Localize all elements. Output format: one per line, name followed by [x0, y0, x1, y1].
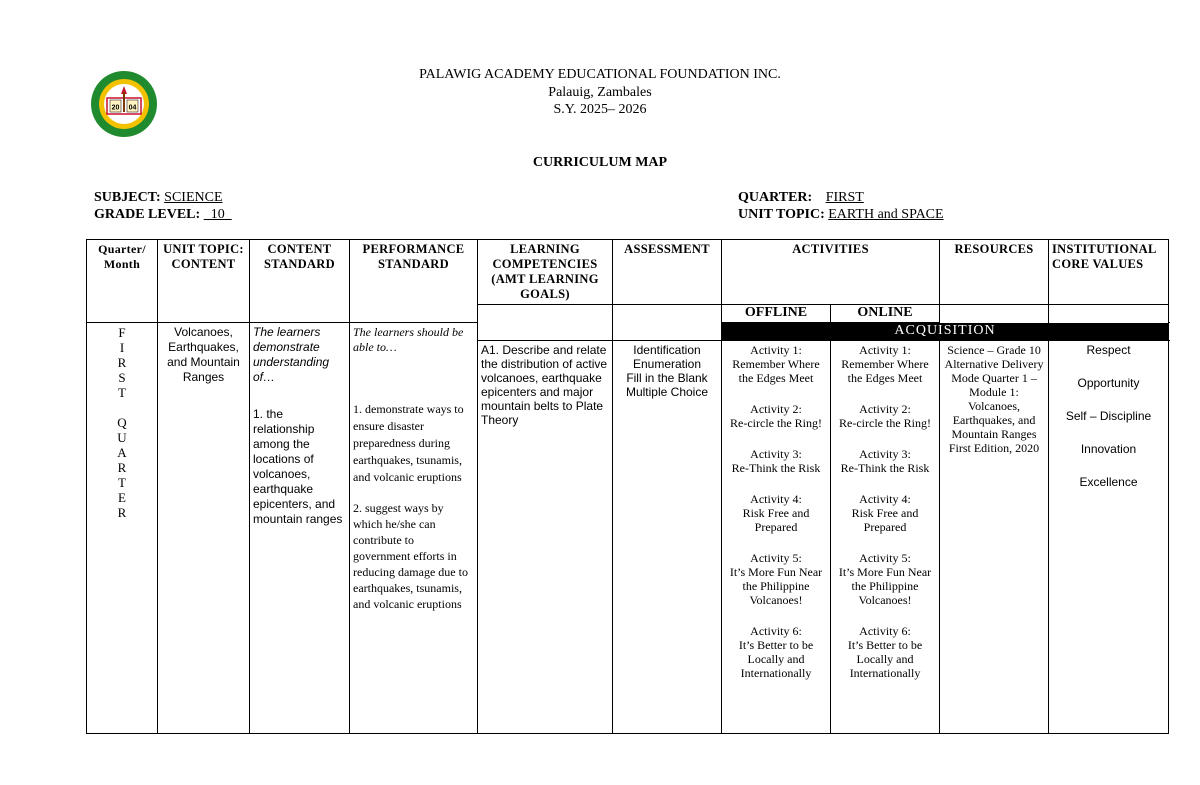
activity-title: Re-circle the Ring! [839, 416, 931, 430]
assessment-item: Enumeration [632, 357, 702, 371]
quarter-letter: A [117, 445, 127, 460]
quarter-value: FIRST [825, 190, 864, 205]
header-resources: RESOURCES [940, 240, 1049, 305]
offline-activity [725, 492, 827, 534]
quarter-letter: E [118, 490, 126, 505]
core-value: Opportunity [1077, 376, 1140, 390]
performance-intro: The learners should be able to… [353, 325, 464, 354]
logo-year-left: 20 [111, 104, 120, 112]
quarter-letter: R [117, 355, 127, 370]
quarter-letter: U [117, 430, 127, 445]
activity-title: Re-Think the Risk [731, 461, 821, 475]
activity-label: Activity 4: [750, 492, 802, 506]
quarter-letter: R [117, 460, 127, 475]
curriculum-map-table [86, 239, 1169, 734]
online-label: ONLINE [831, 305, 940, 323]
unit-topic-content: Volcanoes, Earthquakes, and Mountain Ranges [158, 323, 250, 734]
assessment-item: Fill in the Blank [626, 371, 708, 385]
assessment-item: Identification [633, 343, 701, 357]
activity-label: Activity 5: [750, 551, 802, 565]
assessment-blank [613, 305, 722, 341]
quarter-letter: I [119, 340, 125, 355]
activity-title: It’s Better to be Locally and Internationally [738, 638, 814, 680]
activity-label: Activity 3: [750, 447, 802, 461]
activity-title: Re-circle the Ring! [730, 416, 822, 430]
activity-title: It’s Better to be Locally and Internationally [847, 638, 923, 680]
offline-activity [725, 624, 827, 680]
core-values-cell [1049, 341, 1169, 734]
activity-label: Activity 3: [859, 447, 911, 461]
activity-title: Remember Where the Edges Meet [841, 357, 929, 385]
header-content-standard: CONTENT STANDARD [250, 240, 350, 323]
activity-label: Activity 1: [750, 343, 802, 357]
quarter-vertical-cell [87, 323, 158, 734]
assessment-cell [613, 341, 722, 734]
header-unit-topic: UNIT TOPIC: CONTENT [158, 240, 250, 323]
online-activities-cell [831, 341, 940, 734]
grade-label: GRADE LEVEL: [94, 207, 201, 222]
offline-activity [725, 402, 827, 430]
header-performance-standard: PERFORMANCE STANDARD [350, 240, 478, 323]
header-row [87, 240, 1169, 305]
document-title: CURRICULUM MAP [532, 155, 668, 170]
header-learning-competencies: LEARNING COMPETENCIES (AMT LEARNING GOALS) [478, 240, 613, 305]
activity-title: It’s More Fun Near the Philippine Volcanoes! [838, 565, 932, 607]
header-quarter: Quarter/ Month [87, 240, 158, 323]
activity-title: Risk Free and Prepared [851, 506, 919, 534]
grade-value: 10 [203, 207, 232, 222]
performance-item-1: 1. demonstrate ways to ensure disaster preparedness during earthquakes, tsunamis, and volcanic eruptions [353, 402, 464, 484]
core-value: Excellence [1079, 475, 1138, 489]
offline-activity [725, 447, 827, 475]
offline-activities-cell [722, 341, 831, 734]
online-activity [834, 624, 936, 680]
unit-label: UNIT TOPIC: [738, 207, 825, 222]
content-standard-cell [250, 323, 350, 734]
logo-year-right: 04 [128, 104, 137, 112]
activity-title: Risk Free and Prepared [742, 506, 810, 534]
school-location: Palauig, Zambales [548, 85, 652, 100]
quarter-letter: Q [117, 415, 127, 430]
quarter-letter: F [118, 325, 126, 340]
quarter-line [738, 189, 864, 207]
online-activity [834, 492, 936, 534]
online-activity [834, 402, 936, 430]
performance-item-2: 2. suggest ways by which he/she can contribute to government efforts in reducing damage due to earthquakes, tsunamis, and volcanic eruptions [353, 501, 468, 611]
activity-label: Activity 2: [859, 402, 911, 416]
header-activities: ACTIVITIES [722, 240, 940, 305]
activity-title: Remember Where the Edges Meet [732, 357, 820, 385]
online-activity [834, 551, 936, 607]
core-value: Innovation [1080, 442, 1137, 456]
quarter-letter: T [118, 475, 126, 490]
grade-line [94, 206, 232, 224]
quarter-label: QUARTER: [738, 190, 813, 205]
quarter-letter: T [118, 385, 126, 400]
activity-title: Re-Think the Risk [840, 461, 930, 475]
content-standard-item: 1. the relationship among the locations of volcanoes, earthquake epicenters, and mountain ranges [253, 407, 343, 526]
activity-label: Activity 1: [859, 343, 911, 357]
quarter-letter: R [117, 505, 127, 520]
quarter-spacer [90, 400, 154, 415]
activity-title: It’s More Fun Near the Philippine Volcanoes! [729, 565, 823, 607]
competency-blank [478, 305, 613, 341]
core-value: Respect [1086, 343, 1131, 357]
activity-label: Activity 6: [859, 624, 911, 638]
core-value: Self – Discipline [1065, 409, 1152, 423]
header-assessment: ASSESSMENT [613, 240, 722, 305]
quarter-letter: S [118, 370, 126, 385]
school-year: S.Y. 2025– 2026 [553, 102, 647, 117]
content-standard-intro: The learners demonstrate understanding of… [253, 325, 330, 384]
unit-value: EARTH and SPACE [828, 207, 944, 222]
subject-line [94, 189, 223, 207]
unit-line [738, 206, 944, 224]
activity-label: Activity 2: [750, 402, 802, 416]
acquisition-banner: ACQUISITION [722, 323, 1169, 341]
activity-label: Activity 6: [750, 624, 802, 638]
activity-label: Activity 4: [859, 492, 911, 506]
offline-label: OFFLINE [722, 305, 831, 323]
performance-standard-cell [350, 323, 478, 734]
offline-activity [725, 551, 827, 607]
header-core-values: INSTITUTIONAL CORE VALUES [1049, 240, 1169, 305]
subject-value: SCIENCE [164, 190, 223, 205]
offline-activity [725, 343, 827, 385]
assessment-item: Multiple Choice [625, 385, 709, 399]
school-name: PALAWIG ACADEMY EDUCATIONAL FOUNDATION INC. [419, 67, 781, 82]
resources-cell: Science – Grade 10 Alternative Delivery Mode Quarter 1 – Module 1: Volcanoes, Earthquakes, and Mountain Ranges First Edition, 2020 [940, 341, 1049, 734]
online-activity [834, 343, 936, 385]
activity-label: Activity 5: [859, 551, 911, 565]
competency-cell: A1. Describe and relate the distribution of active volcanoes, earthquake epicenters and major mountain belts to Plate Theory [478, 341, 613, 734]
subject-label: SUBJECT: [94, 190, 161, 205]
online-activity [834, 447, 936, 475]
